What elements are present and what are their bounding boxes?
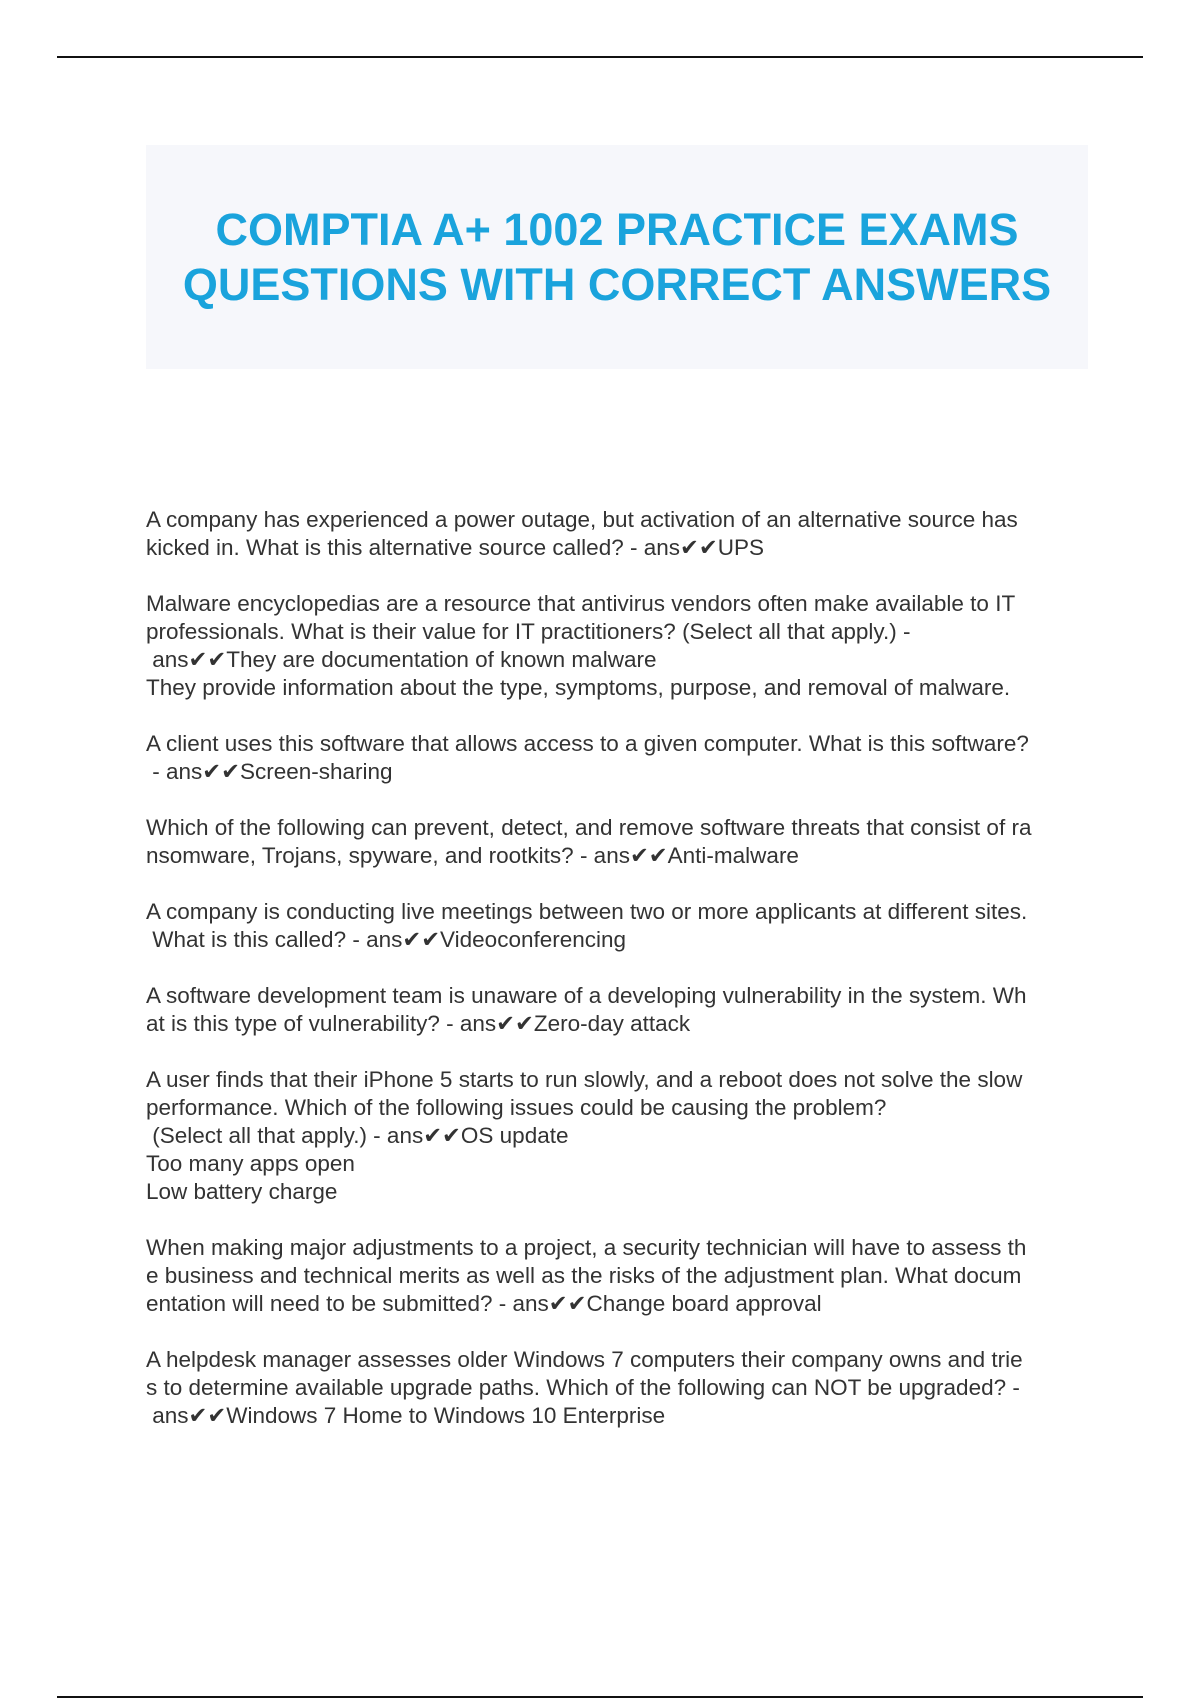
qa-line: A user finds that their iPhone 5 starts to run slowly, and a reboot does not solve the slow: [146, 1067, 1023, 1092]
qa-item: [146, 814, 1091, 870]
title-line-2: QUESTIONS WITH CORRECT ANSWERS: [182, 259, 1052, 310]
qa-line: entation will need to be submitted? - ans✔✔Change board approval: [146, 1291, 822, 1316]
qa-line: When making major adjustments to a project, a security technician will have to assess th: [146, 1235, 1027, 1260]
qa-line: A helpdesk manager assesses older Windows 7 computers their company owns and trie: [146, 1347, 1023, 1372]
qa-line: professionals. What is their value for IT practitioners? (Select all that apply.) -: [146, 619, 911, 644]
qa-item: [146, 590, 1091, 702]
qa-line: ans✔✔Windows 7 Home to Windows 10 Enterprise: [146, 1403, 666, 1428]
qa-line: Which of the following can prevent, detect, and remove software threats that consist of ra: [146, 815, 1032, 840]
qa-item: [146, 1066, 1091, 1206]
qa-line: Low battery charge: [146, 1179, 338, 1204]
qa-line: Malware encyclopedias are a resource that antivirus vendors often make available to IT: [146, 591, 1016, 616]
qa-line: A company has experienced a power outage, but activation of an alternative source has: [146, 507, 1018, 532]
qa-item: [146, 730, 1091, 786]
title-banner: [146, 145, 1088, 369]
qa-line: at is this type of vulnerability? - ans✔✔Zero-day attack: [146, 1011, 691, 1036]
qa-item: [146, 1234, 1091, 1318]
qa-line: What is this called? - ans✔✔Videoconferencing: [146, 927, 627, 952]
qa-item: [146, 1346, 1091, 1430]
qa-line: (Select all that apply.) - ans✔✔OS update: [146, 1123, 569, 1148]
qa-line: ans✔✔They are documentation of known malware: [146, 647, 657, 672]
qa-line: e business and technical merits as well as the risks of the adjustment plan. What docum: [146, 1263, 1022, 1288]
footer-rule: [57, 1696, 1143, 1698]
qa-line: kicked in. What is this alternative source called? - ans✔✔UPS: [146, 535, 764, 560]
qa-item: [146, 506, 1091, 562]
qa-line: performance. Which of the following issues could be causing the problem?: [146, 1095, 887, 1120]
header-rule: [57, 56, 1143, 58]
qa-line: A software development team is unaware of a developing vulnerability in the system. Wh: [146, 983, 1027, 1008]
qa-line: A company is conducting live meetings between two or more applicants at different sites.: [146, 899, 1028, 924]
qa-line: They provide information about the type, symptoms, purpose, and removal of malware.: [146, 675, 1011, 700]
qa-item: [146, 982, 1091, 1038]
qa-line: s to determine available upgrade paths. Which of the following can NOT be upgraded? -: [146, 1375, 1020, 1400]
qa-item: [146, 898, 1091, 954]
document-title: [183, 202, 1051, 312]
qa-line: A client uses this software that allows access to a given computer. What is this software?: [146, 731, 1029, 756]
qa-line: nsomware, Trojans, spyware, and rootkits? - ans✔✔Anti-malware: [146, 843, 799, 868]
qa-line: Too many apps open: [146, 1151, 355, 1176]
title-line-1: COMPTIA A+ 1002 PRACTICE EXAMS: [215, 204, 1019, 255]
qa-line: - ans✔✔Screen-sharing: [146, 759, 393, 784]
qa-list: [146, 506, 1091, 1458]
